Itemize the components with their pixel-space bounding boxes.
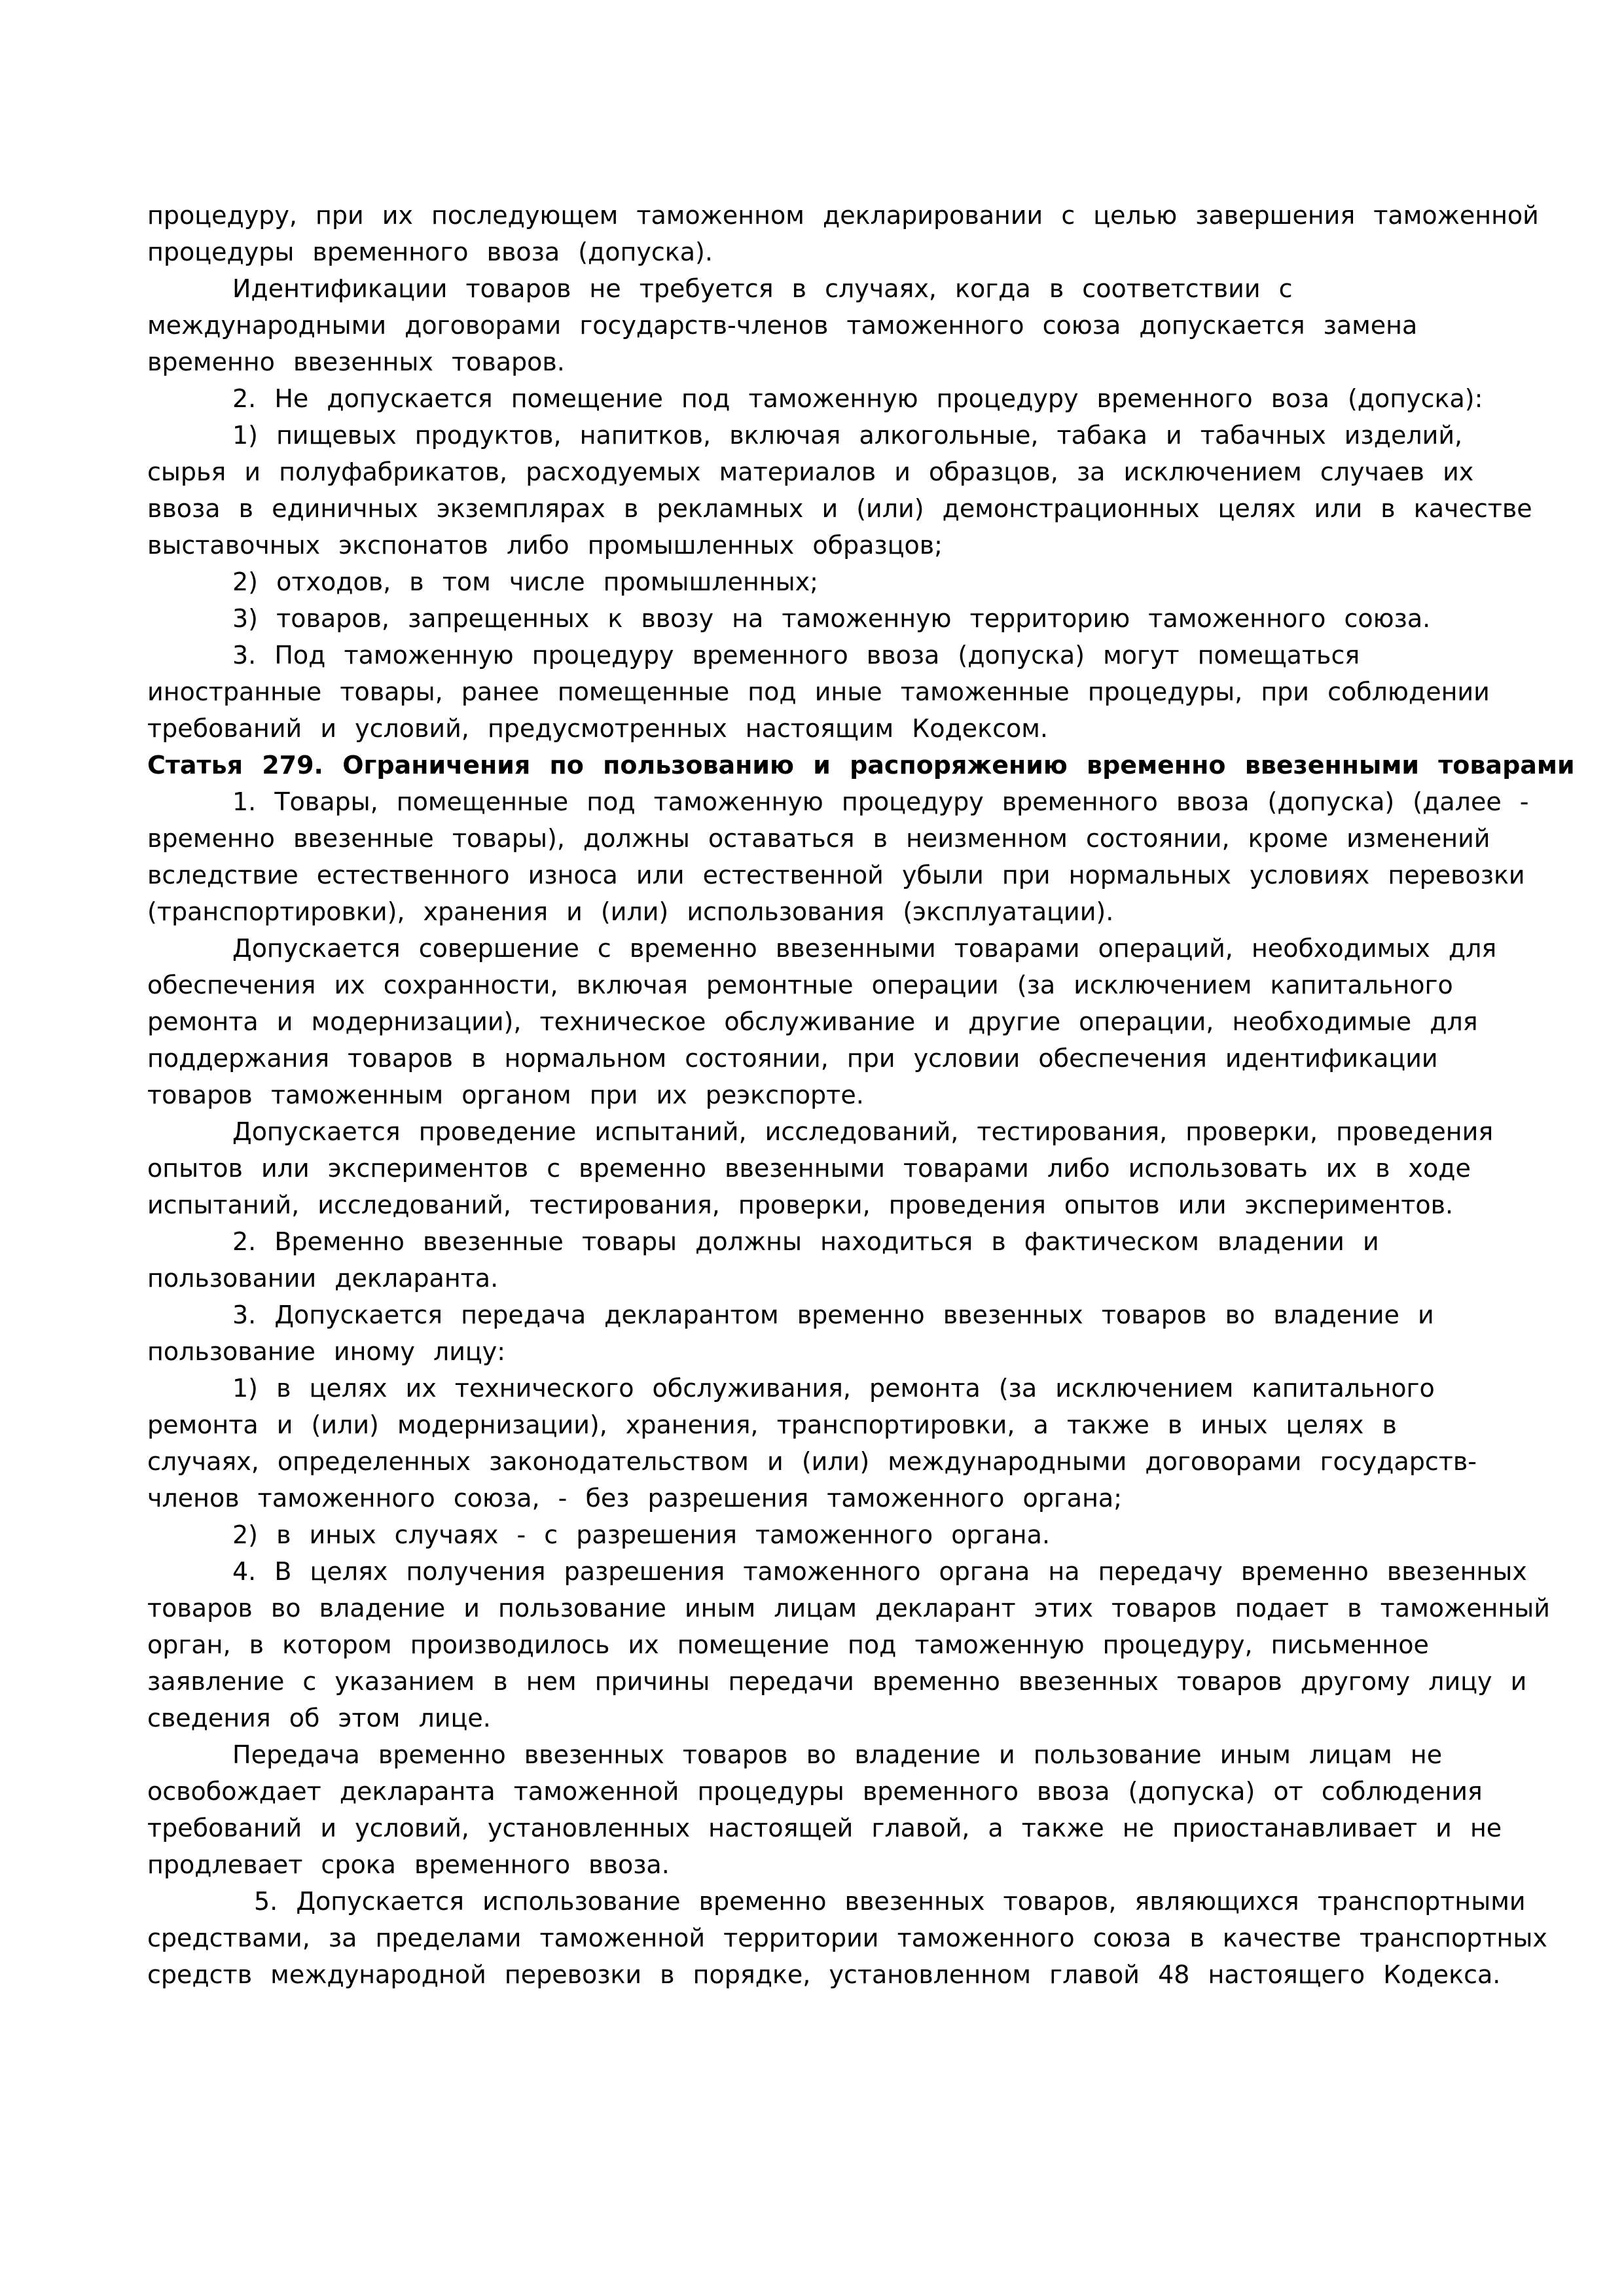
text-line: Допускается совершение с временно ввезенными товарами операций, необходимых для — [232, 934, 1497, 963]
text-line: 1) пищевых продуктов, напитков, включая алкогольные, табака и табачных изделий, — [232, 421, 1463, 450]
article-heading-line: Статья 279. Ограничения по пользованию и распоряжению временно ввезенными товарами — [147, 751, 1575, 780]
text-line: 3) товаров, запрещенных к ввозу на таможенную территорию таможенного союза. — [232, 604, 1431, 633]
text-line: орган, в котором производилось их помещение под таможенную процедуру, письменное — [147, 1630, 1429, 1659]
text-line: требований и условий, установленных настоящей главой, а также не приостанавливает и не — [147, 1814, 1502, 1842]
text-line: испытаний, исследований, тестирования, проверки, проведения опытов или экспериментов. — [147, 1191, 1454, 1219]
text-line: средствами, за пределами таможенной территории таможенного союза в качестве транспортных — [147, 1924, 1547, 1952]
text-line: 1. Товары, помещенные под таможенную процедуру временного ввоза (допуска) (далее - — [232, 787, 1529, 816]
text-line: выставочных экспонатов либо промышленных образцов; — [147, 531, 943, 560]
text-line: 5. Допускается использование временно ввезенных товаров, являющихся транспортными — [254, 1887, 1526, 1916]
text-line: поддержания товаров в нормальном состоянии, при условии обеспечения идентификации — [147, 1044, 1438, 1073]
text-line: средств международной перевозки в порядке, установленном главой 48 настоящего Кодекса. — [147, 1960, 1501, 1989]
text-line: товаров таможенным органом при их реэкспорте. — [147, 1081, 864, 1109]
text-line: опытов или экспериментов с временно ввезенными товарами либо использовать их в ходе — [147, 1154, 1471, 1183]
text-line: заявление с указанием в нем причины передачи временно ввезенных товаров другому лицу и — [147, 1667, 1527, 1696]
text-line: Передача временно ввезенных товаров во владение и пользование иным лицам не — [232, 1740, 1443, 1769]
text-line: пользование иному лицу: — [147, 1337, 506, 1366]
text-line: требований и условий, предусмотренных настоящим Кодексом. — [147, 714, 1048, 743]
text-line: обеспечения их сохранности, включая ремонтные операции (за исключением капитального — [147, 971, 1453, 999]
text-line: 1) в целях их технического обслуживания, ремонта (за исключением капитального — [232, 1374, 1435, 1403]
text-line: Допускается проведение испытаний, исследований, тестирования, проверки, проведения — [232, 1117, 1494, 1146]
text-line: ввоза в единичных экземплярах в рекламных и (или) демонстрационных целях или в качестве — [147, 494, 1532, 523]
text-line: освобождает декларанта таможенной процедуры временного ввоза (допуска) от соблюдения — [147, 1777, 1483, 1806]
text-line: ремонта и (или) модернизации), хранения, транспортировки, а также в иных целях в — [147, 1410, 1397, 1439]
text-line: временно ввезенных товаров. — [147, 348, 565, 376]
text-line: 3. Допускается передача декларантом временно ввезенных товаров во владение и — [232, 1300, 1434, 1329]
text-line: иностранные товары, ранее помещенные под иные таможенные процедуры, при соблюдении — [147, 677, 1490, 706]
text-line: 2) отходов, в том числе промышленных; — [232, 567, 818, 596]
text-line: случаях, определенных законодательством и (или) международными договорами государств- — [147, 1447, 1477, 1476]
text-line: 2. Временно ввезенные товары должны находиться в фактическом владении и — [232, 1227, 1379, 1256]
text-line: членов таможенного союза, - без разрешения таможенного органа; — [147, 1484, 1123, 1513]
text-line: 2) в иных случаях - с разрешения таможенного органа. — [232, 1520, 1051, 1549]
text-line: Идентификации товаров не требуется в случаях, когда в соответствии с — [232, 274, 1293, 303]
text-line: ремонта и модернизации), техническое обслуживание и другие операции, необходимые для — [147, 1007, 1478, 1036]
text-line: вследствие естественного износа или естественной убыли при нормальных условиях перевозки — [147, 861, 1525, 889]
text-line: сведения об этом лице. — [147, 1704, 491, 1732]
text-line: процедуру, при их последующем таможенном декларировании с целью завершения таможенной — [147, 201, 1539, 230]
text-line: (транспортировки), хранения и (или) использования (эксплуатации). — [147, 897, 1114, 926]
text-line: 4. В целях получения разрешения таможенного органа на передачу временно ввезенных — [232, 1557, 1527, 1586]
text-line: пользовании декларанта. — [147, 1264, 499, 1293]
text-line: 3. Под таможенную процедуру временного ввоза (допуска) могут помещаться — [232, 641, 1360, 670]
text-line: сырья и полуфабрикатов, расходуемых материалов и образцов, за исключением случаев их — [147, 457, 1474, 486]
text-line: продлевает срока временного ввоза. — [147, 1850, 670, 1879]
text-line: 2. Не допускается помещение под таможенную процедуру временного воза (допуска): — [232, 384, 1483, 413]
text-line: товаров во владение и пользование иным лицам декларант этих товаров подает в таможенный — [147, 1594, 1550, 1623]
legal-text-block — [147, 197, 1574, 1993]
text-line: международными договорами государств-членов таможенного союза допускается замена — [147, 311, 1418, 340]
text-line: временно ввезенные товары), должны оставаться в неизменном состоянии, кроме изменений — [147, 824, 1490, 853]
text-line: процедуры временного ввоза (допуска). — [147, 238, 713, 266]
